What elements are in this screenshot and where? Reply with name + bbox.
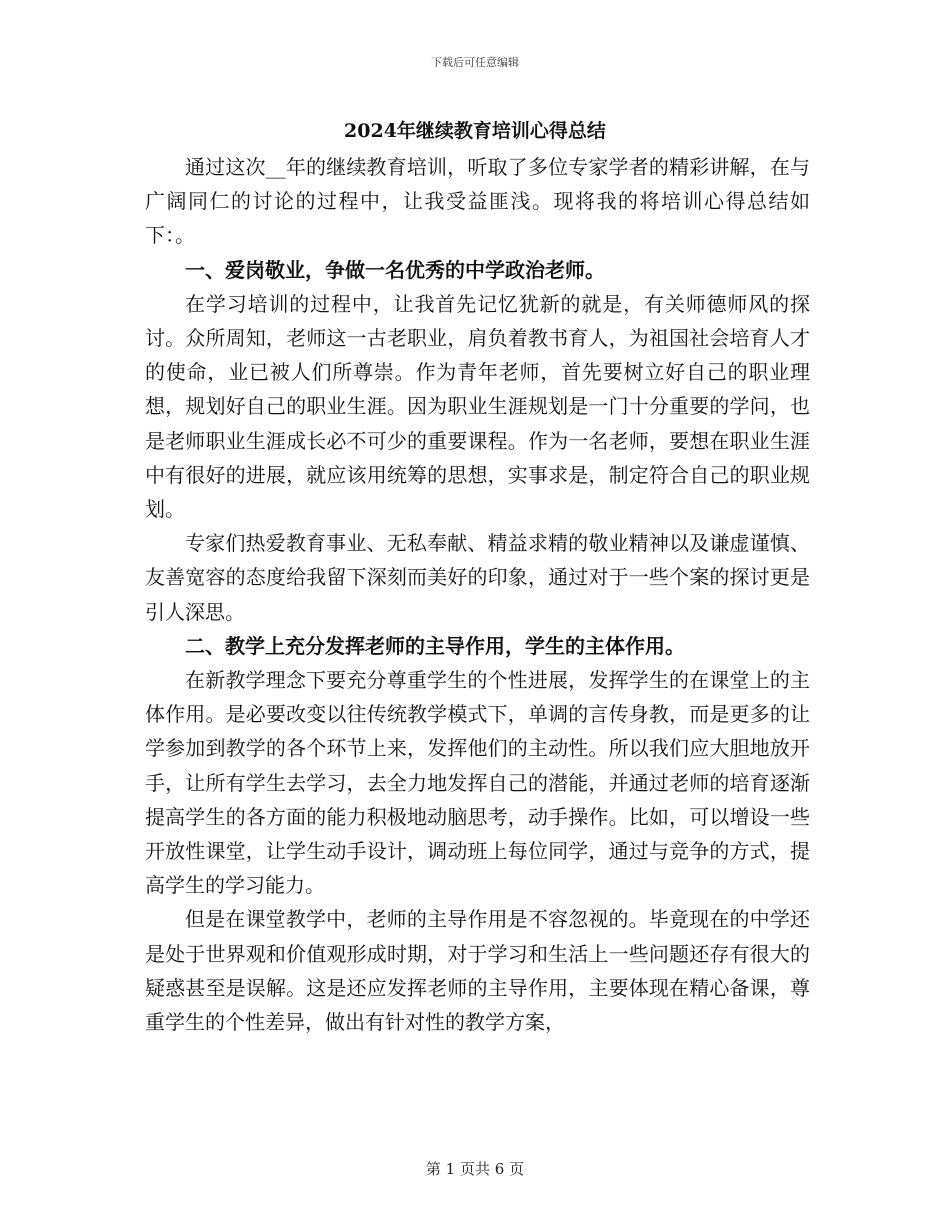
document-title: 2024年继续教育培训心得总结 [344,120,606,142]
body-paragraph: 在学习培训的过程中，让我首先记忆犹新的就是，有关师德师风的探讨。众所周知，老师这一古老职业，肩负着教书育人，为祖国社会培育人才的使命，业已被人们所尊崇。作为青年老师，首先要树立好自己的职业理想，规划好自己的职业生涯。因为职业生涯规划是一门十分重要的学问，也是老师职业生涯成长必不可少的重要课程。作为一名老师，要想在职业生涯中有很好的进展，就应该用统筹的思想，实事求是，制定符合自己的职业规划。 [145,291,810,522]
section-heading-1: 一、爱岗敬业，争做一名优秀的中学政治老师。 [185,257,605,282]
body-paragraph: 但是在课堂教学中，老师的主导作用是不容忽视的。毕竟现在的中学还是处于世界观和价值观形成时期，对于学习和生活上一些问题还存有很大的疑惑甚至是误解。这是还应发挥老师的主导作用，主要体现在精心备课，尊重学生的个性差异，做出有针对性的教学方案， [145,907,810,1035]
intro-paragraph: 通过这次__年的继续教育培训，听取了多位专家学者的精彩讲解，在与广阔同仁的讨论的过程中，让我受益匪浅。现将我的将培训心得总结如下：。 [145,155,810,248]
page-footer: 第 1 页共 6 页 [425,1160,525,1178]
header-note: 下载后可任意编辑 [431,56,519,69]
body-paragraph: 在新教学理念下要充分尊重学生的个性进展，发挥学生的在课堂上的主体作用。是必要改变以往传统教学模式下，单调的言传身教，而是更多的让学参加到教学的各个环节上来，发挥他们的主动性。所以我们应大胆地放开手，让所有学生去学习，去全力地发挥自己的潜能，并通过老师的培育逐渐提高学生的各方面的能力积极地动脑思考，动手操作。比如，可以增设一些开放性课堂，让学生动手设计，调动班上每位同学，通过与竞争的方式，提高学生的学习能力。 [145,668,810,898]
section-heading-2: 二、教学上充分发挥老师的主导作用，学生的主体作用。 [185,633,685,658]
body-paragraph: 专家们热爱教育事业、无私奉献、精益求精的敬业精神以及谦虚谨慎、友善宽容的态度给我留下深刻而美好的印象，通过对于一些个案的探讨更是引人深思。 [145,531,810,624]
document-body [145,150,810,1039]
